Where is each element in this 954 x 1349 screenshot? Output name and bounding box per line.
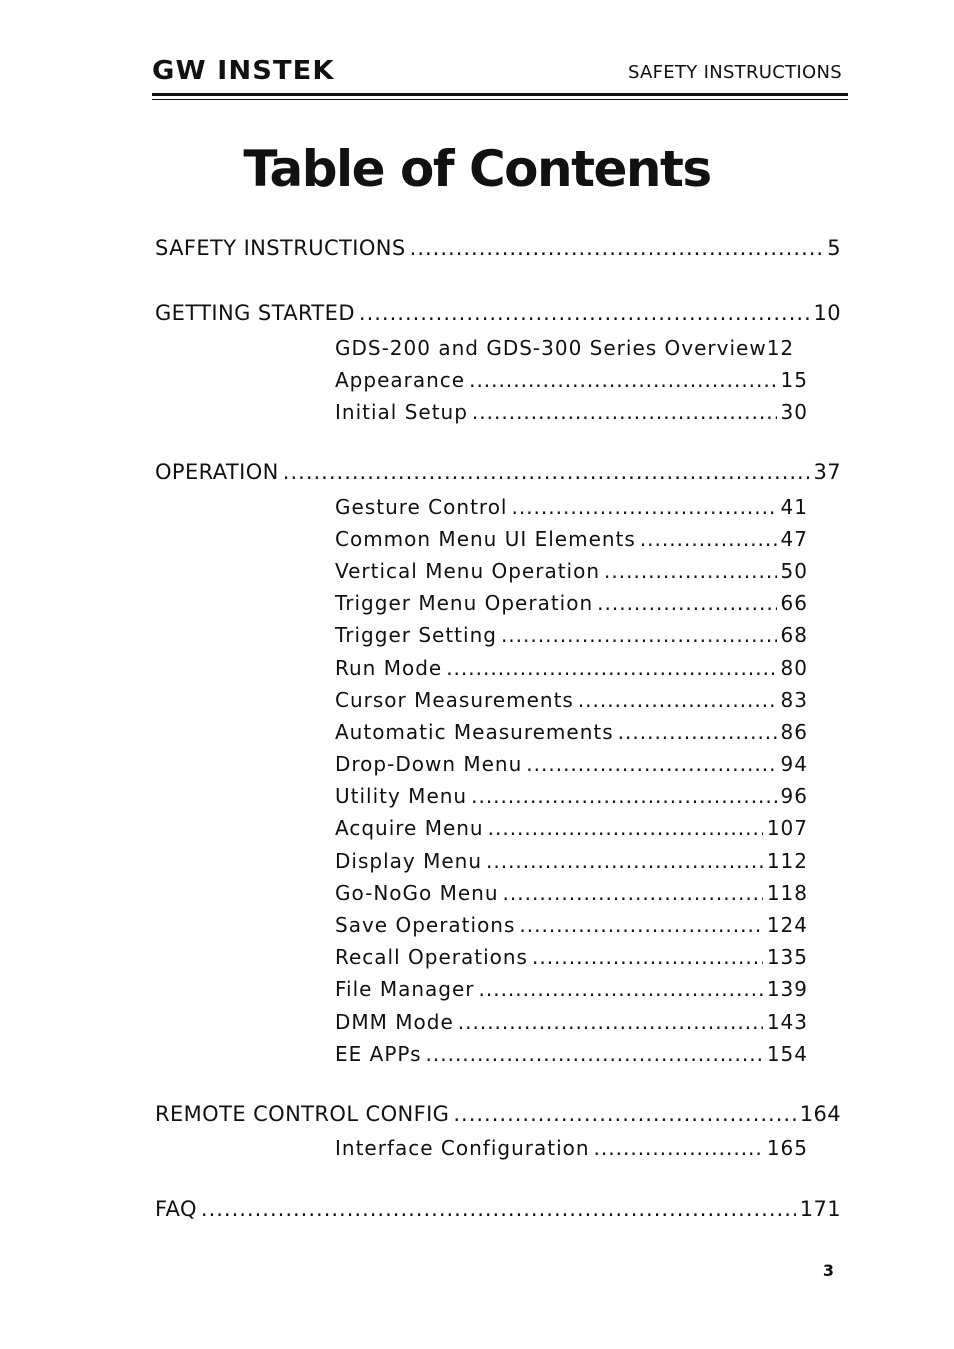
toc-subentry-series-overview[interactable]	[335, 336, 808, 360]
toc-entry-page: 139	[766, 977, 808, 1001]
toc-subentry-save-operations[interactable]	[335, 913, 808, 937]
toc-subentry-trigger-setting[interactable]	[335, 623, 808, 647]
toc-leader-dots	[471, 784, 776, 808]
toc-entry-page: 135	[766, 945, 808, 969]
toc-entry-label: Vertical Menu Operation	[335, 559, 601, 583]
toc-entry-label: Recall Operations	[335, 945, 528, 969]
toc-subentry-initial-setup[interactable]	[335, 400, 808, 424]
toc-entry-label: GETTING STARTED	[155, 301, 355, 325]
toc-subentry-cursor-measurements[interactable]	[335, 688, 808, 712]
toc-entry-label: Cursor Measurements	[335, 688, 574, 712]
toc-leader-dots	[458, 1010, 763, 1034]
toc-leader-dots	[469, 368, 776, 392]
toc-leader-dots	[359, 301, 810, 325]
toc-leader-dots	[640, 527, 777, 551]
toc-subentry-display-menu[interactable]	[335, 849, 808, 873]
header-rule-thick	[152, 93, 848, 96]
page-title: Table of Contents	[243, 140, 711, 198]
toc-leader-dots	[618, 720, 777, 744]
toc-entry-page: 50	[780, 559, 808, 583]
toc-entry-page: 30	[780, 400, 808, 424]
toc-entry-page: 37	[813, 460, 841, 484]
toc-entry-page: 66	[780, 591, 808, 615]
toc-entry-label: REMOTE CONTROL CONFIG	[155, 1102, 450, 1126]
toc-leader-dots	[410, 236, 824, 260]
toc-entry-page: 118	[766, 881, 808, 905]
toc-entry-page: 5	[827, 236, 841, 260]
toc-entry-page: 124	[766, 913, 808, 937]
toc-leader-dots	[597, 591, 776, 615]
brand-logo: GW INSTEK	[152, 56, 335, 86]
toc-entry-operation[interactable]	[155, 460, 841, 484]
toc-entry-label: Run Mode	[335, 656, 443, 680]
toc-entry-page: 164	[799, 1102, 841, 1126]
toc-entry-safety-instructions[interactable]	[155, 236, 841, 260]
toc-leader-dots	[594, 1136, 763, 1160]
toc-entry-page: 107	[766, 816, 808, 840]
toc-leader-dots	[479, 977, 763, 1001]
toc-entry-label: OPERATION	[155, 460, 279, 484]
toc-entry-page: 10	[813, 301, 841, 325]
toc-entry-label: FAQ	[155, 1197, 197, 1221]
toc-subentry-interface-configuration[interactable]	[335, 1136, 808, 1160]
toc-leader-dots	[578, 688, 777, 712]
toc-entry-label: Go-NoGo Menu	[335, 881, 499, 905]
toc-entry-label: Utility Menu	[335, 784, 468, 808]
toc-entry-page: 80	[780, 656, 808, 680]
toc-leader-dots	[532, 945, 763, 969]
toc-entry-page: 83	[780, 688, 808, 712]
page-header	[152, 52, 848, 88]
toc-leader-dots	[472, 400, 777, 424]
toc-subentry-trigger-menu[interactable]	[335, 591, 808, 615]
header-rule-thin	[152, 99, 848, 100]
toc-subentry-utility-menu[interactable]	[335, 784, 808, 808]
page-number: 3	[822, 1261, 834, 1280]
toc-entry-label: DMM Mode	[335, 1010, 454, 1034]
toc-entry-page: 165	[766, 1136, 808, 1160]
toc-subentry-appearance[interactable]	[335, 368, 808, 392]
toc-entry-faq[interactable]	[155, 1197, 841, 1221]
toc-subentry-recall-operations[interactable]	[335, 945, 808, 969]
toc-entry-label: Appearance	[335, 368, 466, 392]
toc-subentry-go-nogo-menu[interactable]	[335, 881, 808, 905]
toc-entry-label: SAFETY INSTRUCTIONS	[155, 236, 406, 260]
toc-entry-page: 171	[799, 1197, 841, 1221]
toc-leader-dots	[488, 816, 763, 840]
toc-leader-dots	[503, 881, 763, 905]
toc-entry-page: 47	[780, 527, 808, 551]
toc-subentry-dmm-mode[interactable]	[335, 1010, 808, 1034]
toc-subentry-ee-apps[interactable]	[335, 1042, 808, 1066]
toc-subentry-automatic-measurements[interactable]	[335, 720, 808, 744]
toc-entry-page: 86	[780, 720, 808, 744]
toc-leader-dots	[426, 1042, 763, 1066]
toc-entry-label: GDS-200 and GDS-300 Series Overview	[335, 336, 767, 360]
toc-entry-remote-control-config[interactable]	[155, 1102, 841, 1126]
toc-entry-page: 94	[780, 752, 808, 776]
toc-entry-label: Acquire Menu	[335, 816, 484, 840]
toc-leader-dots	[604, 559, 777, 583]
toc-subentry-vertical-menu[interactable]	[335, 559, 808, 583]
toc-entry-label: Automatic Measurements	[335, 720, 614, 744]
toc-leader-dots	[501, 623, 777, 647]
toc-entry-label: Save Operations	[335, 913, 516, 937]
toc-leader-dots	[519, 913, 762, 937]
toc-entry-page: 15	[780, 368, 808, 392]
toc-entry-label: Interface Configuration	[335, 1136, 590, 1160]
toc-leader-dots	[486, 849, 763, 873]
toc-entry-label: File Manager	[335, 977, 475, 1001]
toc-subentry-gesture-control[interactable]	[335, 495, 808, 519]
toc-subentry-run-mode[interactable]	[335, 656, 808, 680]
toc-entry-label: Trigger Setting	[335, 623, 497, 647]
toc-entry-label: Trigger Menu Operation	[335, 591, 594, 615]
toc-leader-dots	[283, 460, 810, 484]
toc-entry-label: Drop-Down Menu	[335, 752, 523, 776]
toc-leader-dots	[511, 495, 776, 519]
running-section-title: SAFETY INSTRUCTIONS	[627, 62, 842, 83]
toc-entry-page: 68	[780, 623, 808, 647]
toc-subentry-file-manager[interactable]	[335, 977, 808, 1001]
toc-entry-label: Display Menu	[335, 849, 482, 873]
toc-subentry-acquire-menu[interactable]	[335, 816, 808, 840]
toc-leader-dots	[526, 752, 776, 776]
toc-entry-label: Common Menu UI Elements	[335, 527, 636, 551]
toc-subentry-common-menu-ui[interactable]	[335, 527, 808, 551]
toc-entry-page: 143	[766, 1010, 808, 1034]
toc-entry-page: 41	[780, 495, 808, 519]
toc-leader-dots	[446, 656, 776, 680]
toc-entry-getting-started[interactable]	[155, 301, 841, 325]
toc-subentry-drop-down-menu[interactable]	[335, 752, 808, 776]
toc-entry-label: Initial Setup	[335, 400, 468, 424]
toc-entry-label: Gesture Control	[335, 495, 508, 519]
toc-leader-dots	[453, 1102, 795, 1126]
toc-leader-dots	[201, 1197, 796, 1221]
toc-entry-page: 96	[780, 784, 808, 808]
toc-entry-page: 12	[766, 336, 795, 360]
toc-entry-page: 112	[766, 849, 808, 873]
toc-entry-page: 154	[766, 1042, 808, 1066]
toc-entry-label: EE APPs	[335, 1042, 422, 1066]
